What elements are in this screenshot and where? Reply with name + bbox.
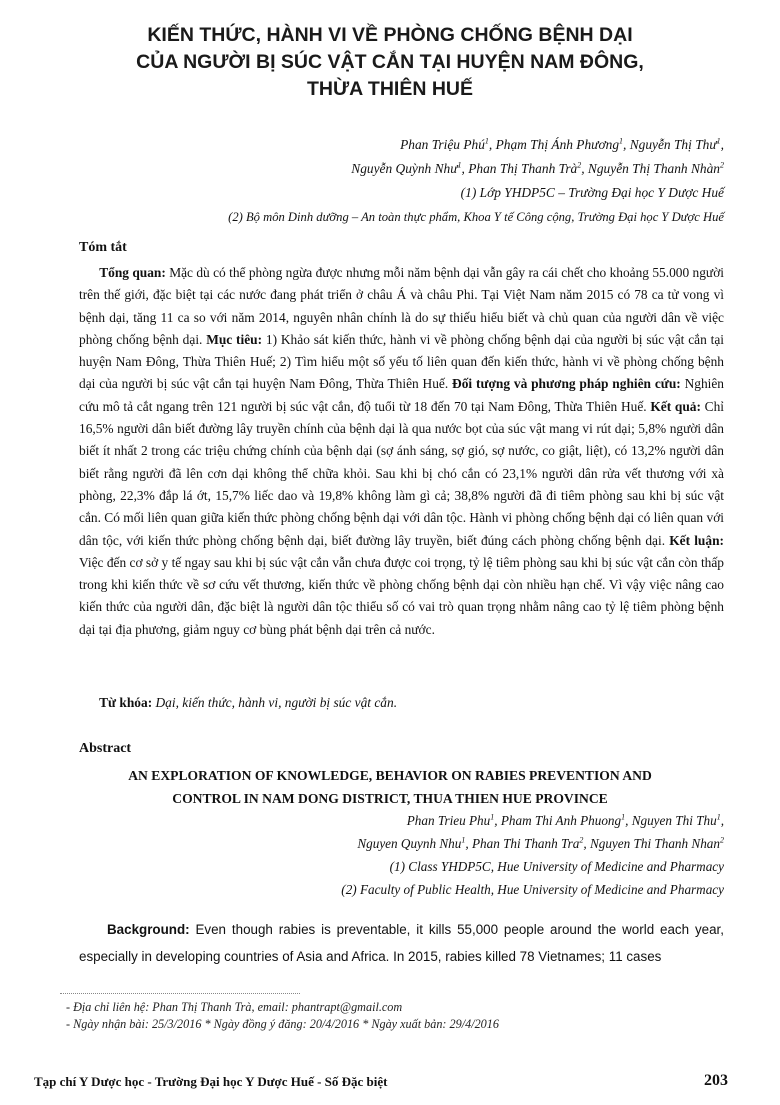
abstract-vi-paragraph: Tổng quan: Mặc dù có thể phòng ngừa được nhưng mỗi năm bệnh dại vẫn gây ra cái chết cho khoảng 55.000 người trên thế giới, đặc biệt tại các nước đang phát triển ở châu Á và châu Phi. Tại Việt Nam năm 2015 có 78 ca tử vong vì bệnh dại, tăng 11 ca so với năm 2014, nguyên nhân chính là do sự thiếu hiểu biết và chủ quan của người dân về việc phòng chống bệnh dại. Mục tiêu: 1) Khảo sát kiến thức, hành vi về phòng chống bệnh dại của người bị súc vật cắn tại huyện Nam Đông, Thừa Thiên Huế; 2) Tìm hiểu một số yếu tố liên quan đến kiến thức, hành vi về phòng chống bệnh dại của người bị súc vật cắn tại huyện Nam Đông, Thừa Thiên Huế. Đối tượng và phương pháp nghiên cứu: Nghiên cứu mô tả cắt ngang trên 121 người bị súc vật cắn, độ tuổi từ 18 đến 70 tại Nam Đông, Thừa Thiên Huế. Kết quả: Chỉ 16,5% người dân biết đường lây truyền chính của bệnh dại là qua nước bọt của súc vật mang vi rút dại; 5,8% người dân biết ít nhất 2 trong các triệu chứng chính của bệnh dại (sợ ánh sáng, sợ gió, sợ nước, co giật, liệt), có 13,2% người dân biết rằng người đã lên cơn dại không thể chữa khỏi. Sau khi bị chó cắn có 23,1% người dân rửa vết thương với xà phòng, 22,3% đắp lá ớt, 15,7% liếc dao và 19,8% không làm gì cả; 38,8% người đã đi tiêm phòng sau khi bị súc vật cắn. Có mối liên quan giữa kiến thức phòng chống bệnh dại với dân tộc. Hành vi phòng chống bệnh dại có liên quan với dân tộc, với kiến thức phòng chống bệnh dại, biết đường lây truyền, biết đúng cách phòng chống bệnh dại. Kết luận: Việc đến cơ sở y tế ngay sau khi bị súc vật cắn vẫn chưa được coi trọng, tỷ lệ tiêm phòng sau khi bị súc vật cắn còn thấp trong khi kiến thức về sơ cứu vết thương, kiến thức về phòng chống bệnh dại còn nhiều hạn chế. Vì vậy việc nâng cao kiến thức của người dân, đặc biệt là người dân tộc thiểu số có vai trò quan trọng nhằm nâng cao tỷ lệ tiêm phòng bệnh dại tại địa phương, giảm nguy cơ bùng phát bệnh dại trên cả nước. bbox=[79, 265, 724, 637]
title-line-2: CỦA NGƯỜI BỊ SÚC VẬT CẮN TẠI HUYỆN NAM ĐÔNG, bbox=[136, 51, 644, 73]
journal-name: Tạp chí Y Dược học - Trường Đại học Y Dược Huế - Số Đặc biệt bbox=[34, 1074, 388, 1089]
article-title-en bbox=[50, 764, 730, 810]
abstract-vi-body bbox=[79, 262, 724, 641]
authors-vi-line-1: Phan Triệu Phú$^1$, Phạm Thị Ánh Phương$^1$, Nguyễn Thị Thư$^1$, bbox=[400, 136, 724, 152]
affiliation-2: (2) Bộ môn Dinh dưỡng – An toàn thực phẩm, Khoa Y tế Công cộng, Trường Đại học Y Dược Huế bbox=[228, 210, 724, 224]
authors-vi bbox=[228, 133, 724, 229]
authors-vi-line-2: Nguyễn Quỳnh Như$^1$, Phan Thị Thanh Trà$^2$, Nguyễn Thị Thanh Nhàn$^2$ bbox=[351, 160, 724, 176]
abstract-vi-heading: Tóm tắt bbox=[79, 240, 127, 255]
affiliation-en-2: (2) Faculty of Public Health, Hue University of Medicine and Pharmacy bbox=[341, 882, 724, 897]
article-title bbox=[60, 22, 720, 103]
abstract-en-heading: Abstract bbox=[79, 741, 132, 756]
authors-en-line-2: Nguyen Quynh Nhu$^1$, Phan Thi Thanh Tra$^2$, Nguyen Thi Thanh Nhan$^2$ bbox=[357, 835, 724, 851]
keywords-vi: Từ khóa: Dại, kiến thức, hành vi, người bị súc vật cắn. bbox=[99, 695, 398, 710]
title-en-line-1: AN EXPLORATION OF KNOWLEDGE, BEHAVIOR ON RABIES PREVENTION AND bbox=[128, 768, 652, 783]
abstract-en-body bbox=[79, 916, 724, 970]
title-line-1: KIẾN THỨC, HÀNH VI VỀ PHÒNG CHỐNG BỆNH DẠI bbox=[147, 24, 633, 46]
footnote-divider bbox=[60, 993, 300, 994]
abstract-en-paragraph: Background: Even though rabies is preventable, it kills 55,000 people around the world each year, especially in developing countries of Asia and Africa. In 2015, rabies killed 78 Vietnames; 11 cases bbox=[79, 922, 724, 964]
footnote-contact: - Địa chỉ liên hệ: Phan Thị Thanh Trà, email: phantrapt@gmail.com bbox=[66, 1000, 403, 1014]
authors-en bbox=[341, 809, 724, 901]
footnote-dates: - Ngày nhận bài: 25/3/2016 * Ngày đồng ý đăng: 20/4/2016 * Ngày xuất bản: 29/4/2016 bbox=[66, 1017, 499, 1031]
title-en-line-2: CONTROL IN NAM DONG DISTRICT, THUA THIEN HUE PROVINCE bbox=[172, 791, 608, 806]
authors-en-line-1: Phan Trieu Phu$^1$, Pham Thi Anh Phuong$^1$, Nguyen Thi Thu$^1$, bbox=[406, 812, 724, 828]
page-number: 203 bbox=[704, 1072, 728, 1089]
affiliation-en-1: (1) Class YHDP5C, Hue University of Medicine and Pharmacy bbox=[389, 859, 724, 874]
footnote bbox=[66, 999, 499, 1033]
title-line-3: THỪA THIÊN HUẾ bbox=[306, 78, 474, 100]
affiliation-1: (1) Lớp YHDP5C – Trường Đại học Y Dược Huế bbox=[460, 185, 724, 200]
